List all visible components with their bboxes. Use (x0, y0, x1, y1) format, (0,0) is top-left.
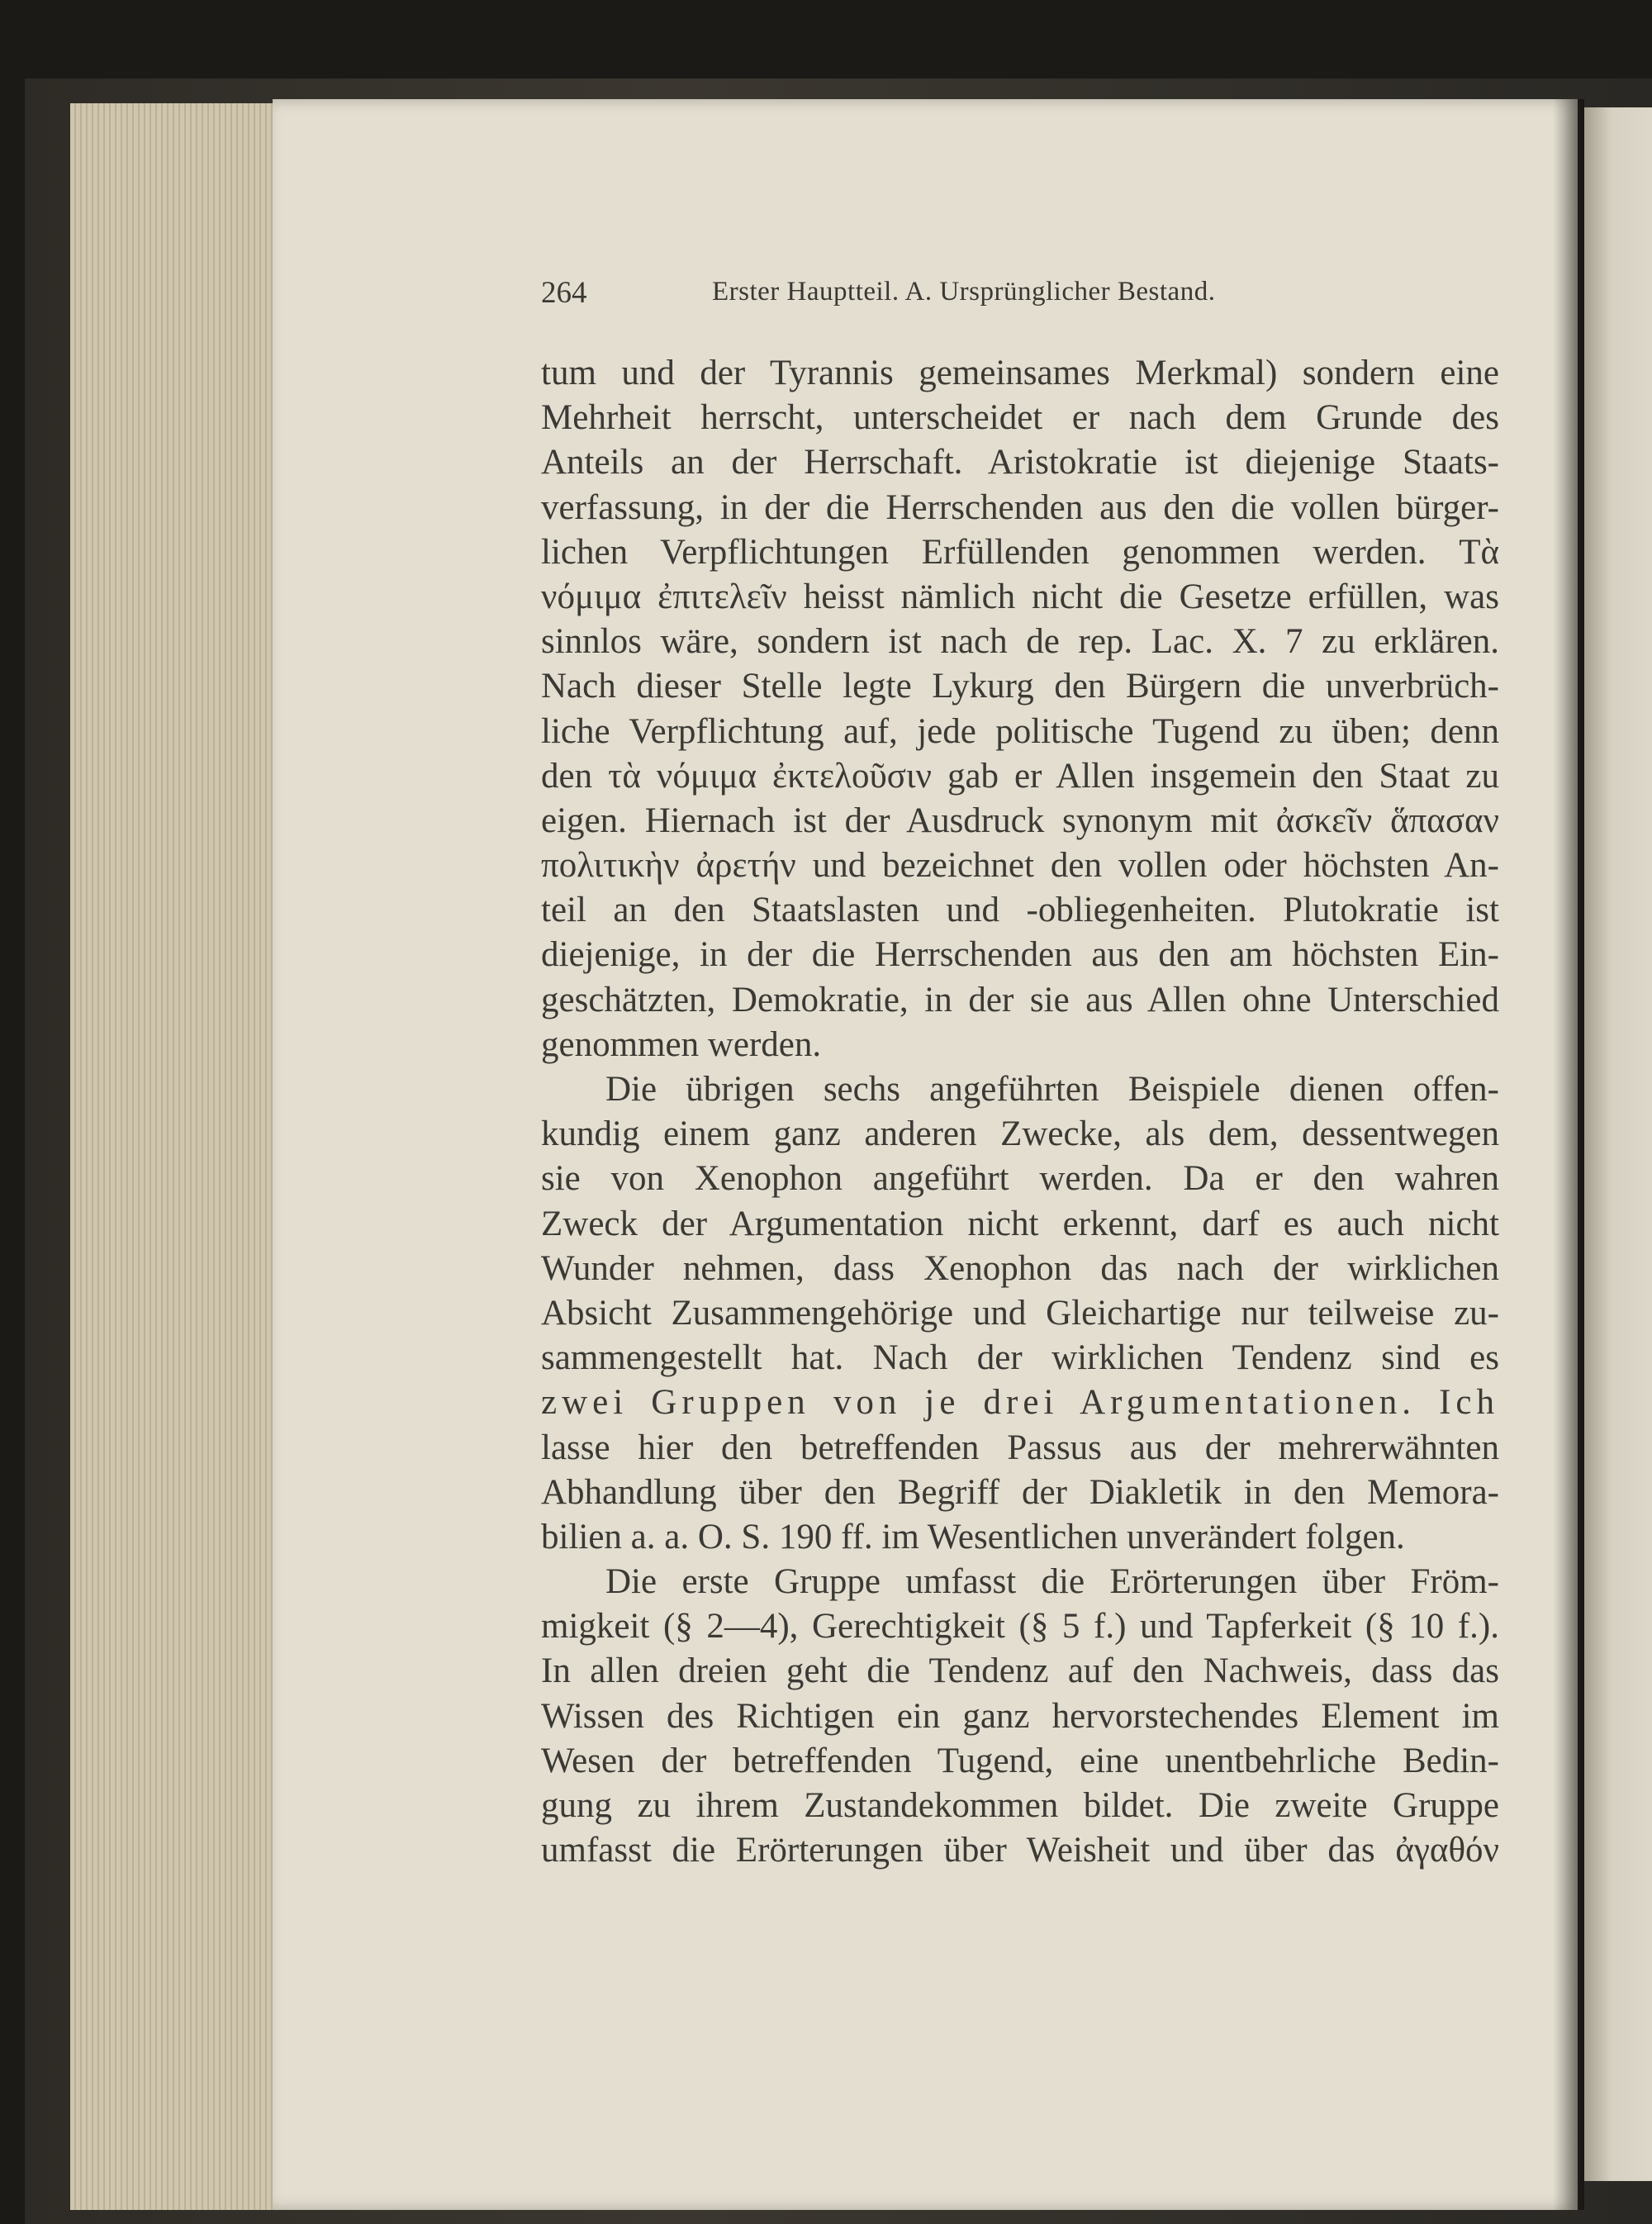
text-line: teil an den Staatslasten und -obliegenheiten. Plutokratie ist (541, 891, 1499, 930)
text-line: Zweck der Argumentation nicht erkennt, darf es auch nicht (541, 1204, 1499, 1243)
text-line: genommen werden. (541, 1024, 822, 1064)
text-line: In allen dreien geht die Tendenz auf den Nachweis, dass das (541, 1651, 1499, 1691)
text-line: Die erste Gruppe umfasst die Erörterungen über Fröm- (605, 1562, 1499, 1602)
text-line: verfassung, in der die Herrschenden aus den die vollen bürger- (541, 487, 1499, 527)
text-line: Absicht Zusammengehörige und Gleichartige nur teilweise zu- (541, 1293, 1499, 1333)
text-line: sammengestellt hat. Nach der wirklichen Tendenz sind es (541, 1338, 1499, 1378)
text-line: Mehrheit herrscht, unterscheidet er nach dem Grunde des (541, 398, 1499, 438)
page-header (541, 275, 1334, 316)
text-line: gung zu ihrem Zustandekommen bildet. Die zweite Gruppe (541, 1786, 1499, 1825)
text-line: den τὰ νόμιμα ἐκτελοῦσιν gab er Allen insgemein den Staat zu (541, 756, 1499, 796)
text-line: Abhandlung über den Begriff der Diakletik in den Memora- (541, 1472, 1499, 1512)
text-line: Nach dieser Stelle legte Lykurg den Bürgern die unverbrüch- (541, 667, 1499, 706)
text-line: migkeit (§ 2—4), Gerechtigkeit (§ 5 f.) und Tapferkeit (§ 10 f.). (541, 1607, 1499, 1647)
text-line: geschätzten, Demokratie, in der sie aus Allen ohne Unterschied (541, 980, 1499, 1019)
text-line: πολιτικὴν ἀρετήν und bezeichnet den vollen oder höchsten An- (541, 846, 1499, 886)
text-line: liche Verpflichtung auf, jede politische Tugend zu üben; denn (541, 711, 1499, 751)
text-line: Wunder nehmen, dass Xenophon das nach der wirklichen (541, 1248, 1499, 1288)
text-line: eigen. Hiernach ist der Ausdruck synonym mit ἀσκεῖν ἅπασαν (541, 801, 1499, 840)
text-line: lichen Verpflichtungen Erfüllenden genommen werden. Τὰ (541, 532, 1499, 572)
text-line: diejenige, in der die Herrschenden aus den am höchsten Ein- (541, 935, 1499, 975)
text-line: bilien a. a. O. S. 190 ff. im Wesentlichen unverändert folgen. (541, 1517, 1405, 1556)
text-line: νόμιμα ἐπιτελεῖν heisst nämlich nicht die Gesetze erfüllen, was (541, 577, 1499, 616)
text-line: Die übrigen sechs angeführten Beispiele dienen offen- (605, 1070, 1499, 1109)
text-line: lasse hier den betreffenden Passus aus der mehrerwähnten (541, 1428, 1499, 1467)
text-line: Anteils an der Herrschaft. Aristokratie ist diejenige Staats- (541, 443, 1499, 482)
text-line: Wesen der betreffenden Tugend, eine unentbehrliche Bedin- (541, 1741, 1499, 1780)
gutter-shadow (1553, 99, 1584, 2210)
text-line: kundig einem ganz anderen Zwecke, als dem, dessentwegen (541, 1114, 1499, 1154)
text-line: tum und der Tyrannis gemeinsames Merkmal) sondern eine (541, 354, 1499, 392)
text-line: zwei Gruppen von je drei Argumentationen. Ich (541, 1383, 1499, 1423)
text-line: sie von Xenophon angeführt werden. Da er den wahren (541, 1159, 1499, 1199)
body-text (541, 351, 1499, 1873)
page-number: 264 (541, 276, 587, 310)
text-line: Wissen des Richtigen ein ganz hervorstechendes Element im (541, 1696, 1499, 1736)
facing-page-edge (1584, 107, 1652, 2181)
running-title: Erster Hauptteil. A. Ursprünglicher Bestand. (712, 277, 1216, 307)
text-line: umfasst die Erörterungen über Weisheit und über das ἀγαθόν (541, 1831, 1499, 1870)
text-line: sinnlos wäre, sondern ist nach de rep. Lac. X. 7 zu erklären. (541, 622, 1499, 662)
